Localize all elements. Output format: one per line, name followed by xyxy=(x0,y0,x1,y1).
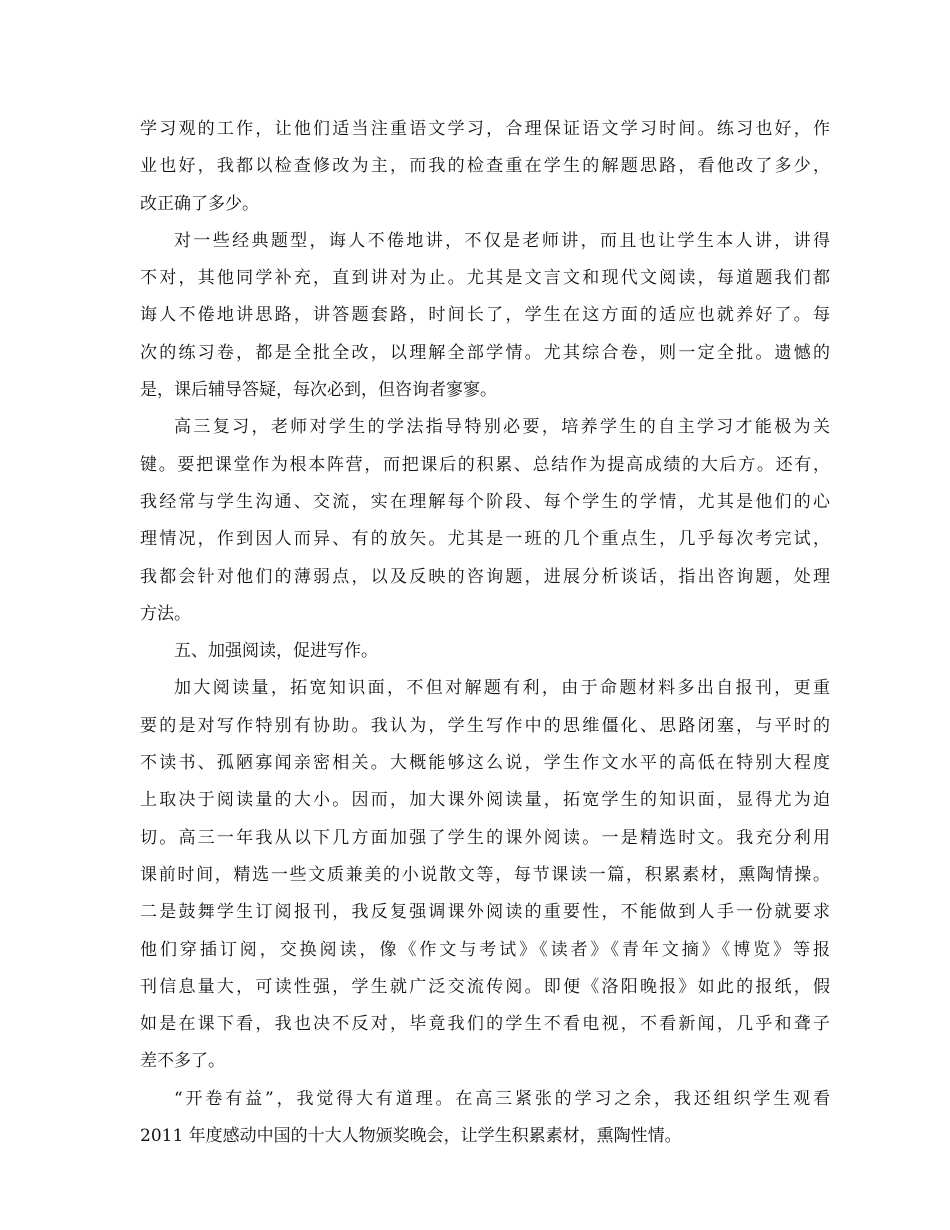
text-line: 改正确了多少。 xyxy=(140,193,259,214)
text-line: 刊信息量大，可读性强，学生就广泛交流传阅。即便《洛阳晚报》如此的报纸，假 xyxy=(140,976,830,997)
text-line: 我经常与学生沟通、交流，实在理解每个阶段、每个学生的学情，尤其是他们的心 xyxy=(140,491,830,512)
text-line: 诲人不倦地讲思路，讲答题套路，时间长了，学生在这方面的适应也就养好了。每 xyxy=(140,305,830,326)
text-line: 加大阅读量，拓宽知识面，不但对解题有利，由于命题材料多出自报刊，更重 xyxy=(174,678,830,699)
text-line: 高三复习，老师对学生的学法指导特别必要，培养学生的自主学习才能极为关 xyxy=(174,417,830,438)
text-line: 业也好，我都以检查修改为主，而我的检查重在学生的解题思路，看他改了多少， xyxy=(140,156,830,177)
text-line: 方法。 xyxy=(140,603,191,624)
text-line: 要的是对写作特别有协助。我认为，学生写作中的思维僵化、思路闭塞，与平时的 xyxy=(140,715,830,736)
text-line: 不读书、孤陋寡闻亲密相关。大概能够这么说，学生作文水平的高低在特别大程度 xyxy=(140,753,830,774)
text-line: 差不多了。 xyxy=(140,1051,225,1072)
text-line: 他们穿插订阅，交换阅读，像《作文与考试》《读者》《青年文摘》《博览》等报 xyxy=(140,939,830,960)
text-line: 理情况，作到因人而异、有的放矢。尤其是一班的几个重点生，几乎每次考完试， xyxy=(140,529,830,550)
text-line: 切。高三一年我从以下几方面加强了学生的课外阅读。一是精选时文。我充分利用 xyxy=(140,827,830,848)
text-line: 课前时间，精选一些文质兼美的小说散文等，每节课读一篇，积累素材，熏陶情操。 xyxy=(140,864,830,885)
text-line: 上取决于阅读量的大小。因而，加大课外阅读量，拓宽学生的知识面，显得尤为迫 xyxy=(140,790,830,811)
text-line: 我都会针对他们的薄弱点，以及反映的咨询题，进展分析谈话，指出咨询题，处理 xyxy=(140,566,830,587)
text-line: 二是鼓舞学生订阅报刊，我反复强调课外阅读的重要性，不能做到人手一份就要求 xyxy=(140,902,830,923)
text-line: 次的练习卷，都是全批全改，以理解全部学情。尤其综合卷，则一定全批。遗憾的 xyxy=(140,342,830,363)
text-line: 五、加强阅读，促进写作。 xyxy=(174,641,378,662)
text-line: “开卷有益”，我觉得大有道理。在高三紧张的学习之余，我还组织学生观看 xyxy=(174,1088,830,1109)
text-line: 如是在课下看，我也决不反对，毕竟我们的学生不看电视，不看新闻，几乎和聋子 xyxy=(140,1014,830,1035)
document-body xyxy=(140,111,830,1155)
text-line: 是，课后辅导答疑，每次必到，但咨询者寥寥。 xyxy=(140,380,497,401)
text-line: 2011 年度感动中国的十大人物颁奖晚会，让学生积累素材，熏陶性情。 xyxy=(140,1126,682,1147)
text-line: 对一些经典题型，诲人不倦地讲，不仅是老师讲，而且也让学生本人讲，讲得 xyxy=(174,230,830,251)
text-line: 不对，其他同学补充，直到讲对为止。尤其是文言文和现代文阅读，每道题我们都 xyxy=(140,268,830,289)
text-line: 学习观的工作，让他们适当注重语文学习，合理保证语文学习时间。练习也好，作 xyxy=(140,119,830,139)
text-line: 键。要把课堂作为根本阵营，而把课后的积累、总结作为提高成绩的大后方。还有， xyxy=(140,454,830,475)
